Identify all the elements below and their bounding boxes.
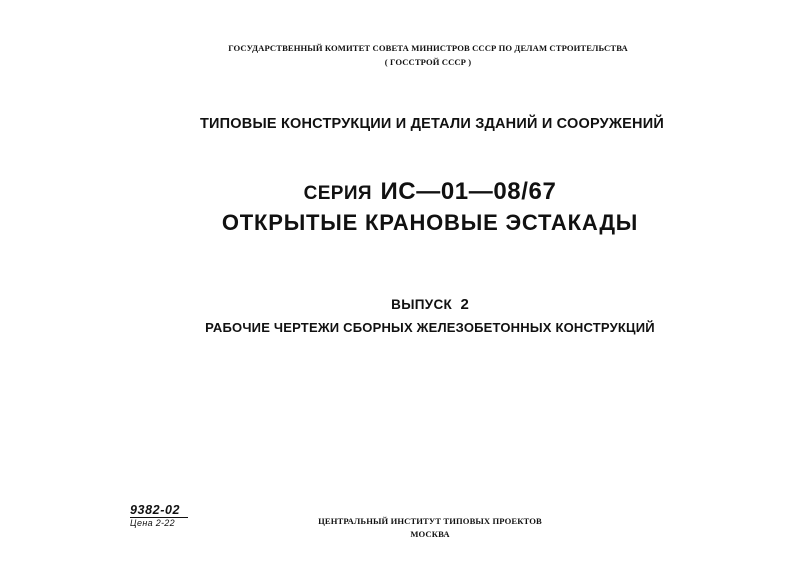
institute-name: ЦЕНТРАЛЬНЫЙ ИНСТИТУТ ТИПОВЫХ ПРОЕКТОВ xyxy=(318,516,542,526)
main-title: ОТКРЫТЫЕ КРАНОВЫЕ ЭСТАКАДЫ xyxy=(221,210,639,235)
institute-city: МОСКВА xyxy=(410,529,450,539)
document-code: 9382-02 xyxy=(130,503,188,518)
series-line xyxy=(240,178,620,206)
committee-name: ГОСУДАРСТВЕННЫЙ КОМИТЕТ СОВЕТА МИНИСТРОВ СССР ПО ДЕЛАМ СТРОИТЕЛЬСТВА xyxy=(228,43,628,53)
issue-number: 2 xyxy=(460,296,469,313)
subtitle: РАБОЧИЕ ЧЕРТЕЖИ СБОРНЫХ ЖЕЛЕЗОБЕТОННЫХ КОНСТРУКЦИЙ xyxy=(205,320,655,335)
issue-label: ВЫПУСК xyxy=(391,297,453,312)
series-label: СЕРИЯ xyxy=(303,183,372,204)
issue-line xyxy=(330,296,530,314)
committee-abbreviation: ( ГОССТРОЙ СССР ) xyxy=(384,57,472,67)
document-code-block xyxy=(130,503,194,529)
typical-structures-heading: ТИПОВЫЕ КОНСТРУКЦИИ И ДЕТАЛИ ЗДАНИЙ И СООРУЖЕНИЙ xyxy=(200,116,664,132)
series-code: ИС—01—08/67 xyxy=(380,178,557,205)
price-label: Цена 2-22 xyxy=(130,518,175,528)
